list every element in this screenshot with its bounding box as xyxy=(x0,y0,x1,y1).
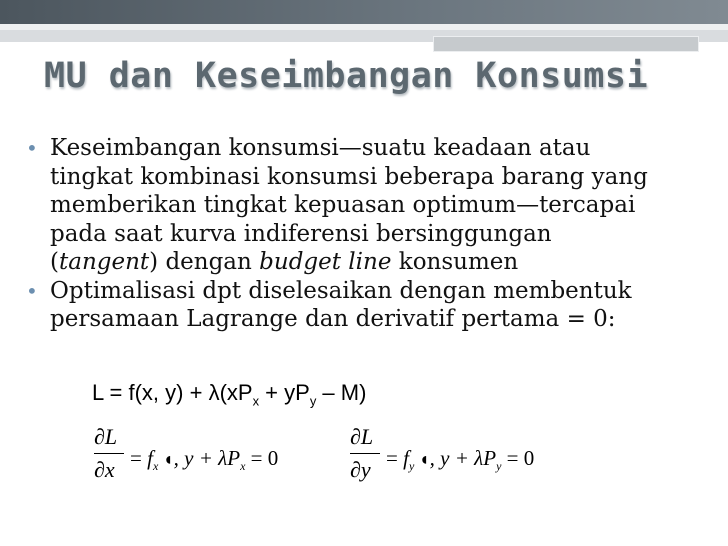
bullet-line xyxy=(26,191,716,220)
bullet-text: ( xyxy=(50,249,59,275)
equals-sign: = xyxy=(130,446,148,470)
bullet-text: tingkat kombinasi konsumsi beberapa barang yang xyxy=(50,163,648,190)
equation-part: + yP xyxy=(259,380,310,405)
bullet-line xyxy=(26,305,716,334)
price-subscript: x xyxy=(240,459,246,474)
bullet-line xyxy=(26,163,716,192)
bracket-glyph: ◖ xyxy=(414,449,430,469)
bullet-text: persamaan Lagrange dan derivatif pertama = 0: xyxy=(50,306,616,332)
lambda-symbol: λ xyxy=(208,380,220,405)
bullet-text: memberikan tingkat kepuasan optimum—tercapai xyxy=(50,192,636,218)
formula-variable: , y xyxy=(429,446,450,470)
formula-lambda-term: + λP xyxy=(449,446,497,470)
formula-end: = 0 xyxy=(501,446,535,470)
bullet-text: konsumen xyxy=(391,249,519,275)
partial-fraction xyxy=(350,424,384,483)
italic-text: budget line xyxy=(259,249,392,275)
lagrange-equation xyxy=(92,380,366,408)
partial-fraction xyxy=(94,424,128,483)
bullet-text: Optimalisasi dpt diselesaikan dengan membentuk xyxy=(50,277,632,304)
header-tab-decoration xyxy=(433,36,699,52)
bullet-icon: • xyxy=(26,136,38,160)
formula-rhs xyxy=(130,446,278,474)
function-subscript: x xyxy=(152,459,159,474)
fraction-denominator: ∂x xyxy=(94,457,115,482)
formula-variable: , y xyxy=(173,446,194,470)
equals-sign: = xyxy=(386,446,404,470)
bullet-line xyxy=(26,134,716,163)
bullet-icon: • xyxy=(26,278,38,303)
function-symbol: f xyxy=(403,446,409,470)
fraction-bar xyxy=(350,453,380,454)
bullet-line xyxy=(26,220,716,249)
price-subscript: y xyxy=(496,459,502,474)
italic-text: tangent xyxy=(58,249,150,275)
top-band xyxy=(0,0,728,24)
bullet-text: Keseimbangan konsumsi—suatu keadaan atau xyxy=(50,135,591,161)
slide-title: MU dan Keseimbangan Konsumsi xyxy=(44,56,649,96)
bullet-text: ) dengan xyxy=(149,249,260,275)
equation-part: L = f(x, y) + xyxy=(92,380,209,405)
function-symbol: f xyxy=(147,446,153,470)
bullet-text: pada saat kurva indiferensi bersinggungan xyxy=(50,220,552,247)
fraction-bar xyxy=(94,453,124,454)
formula-end: = 0 xyxy=(245,446,279,470)
equation-part: – M) xyxy=(316,380,367,405)
equation-part: (xP xyxy=(219,380,253,405)
function-subscript: y xyxy=(408,459,415,474)
formula-lambda-term: + λP xyxy=(193,446,241,470)
fraction-numerator: ∂L xyxy=(94,424,118,449)
equation-subscript: y xyxy=(309,393,317,409)
bracket-glyph: ◖ xyxy=(158,449,174,469)
bullet-line xyxy=(26,277,716,306)
fraction-numerator: ∂L xyxy=(350,424,374,449)
formula-rhs xyxy=(386,446,534,474)
equation-subscript: x xyxy=(252,393,260,409)
slide-body xyxy=(26,134,716,334)
bullet-line xyxy=(26,248,716,277)
fraction-denominator: ∂y xyxy=(350,457,371,482)
